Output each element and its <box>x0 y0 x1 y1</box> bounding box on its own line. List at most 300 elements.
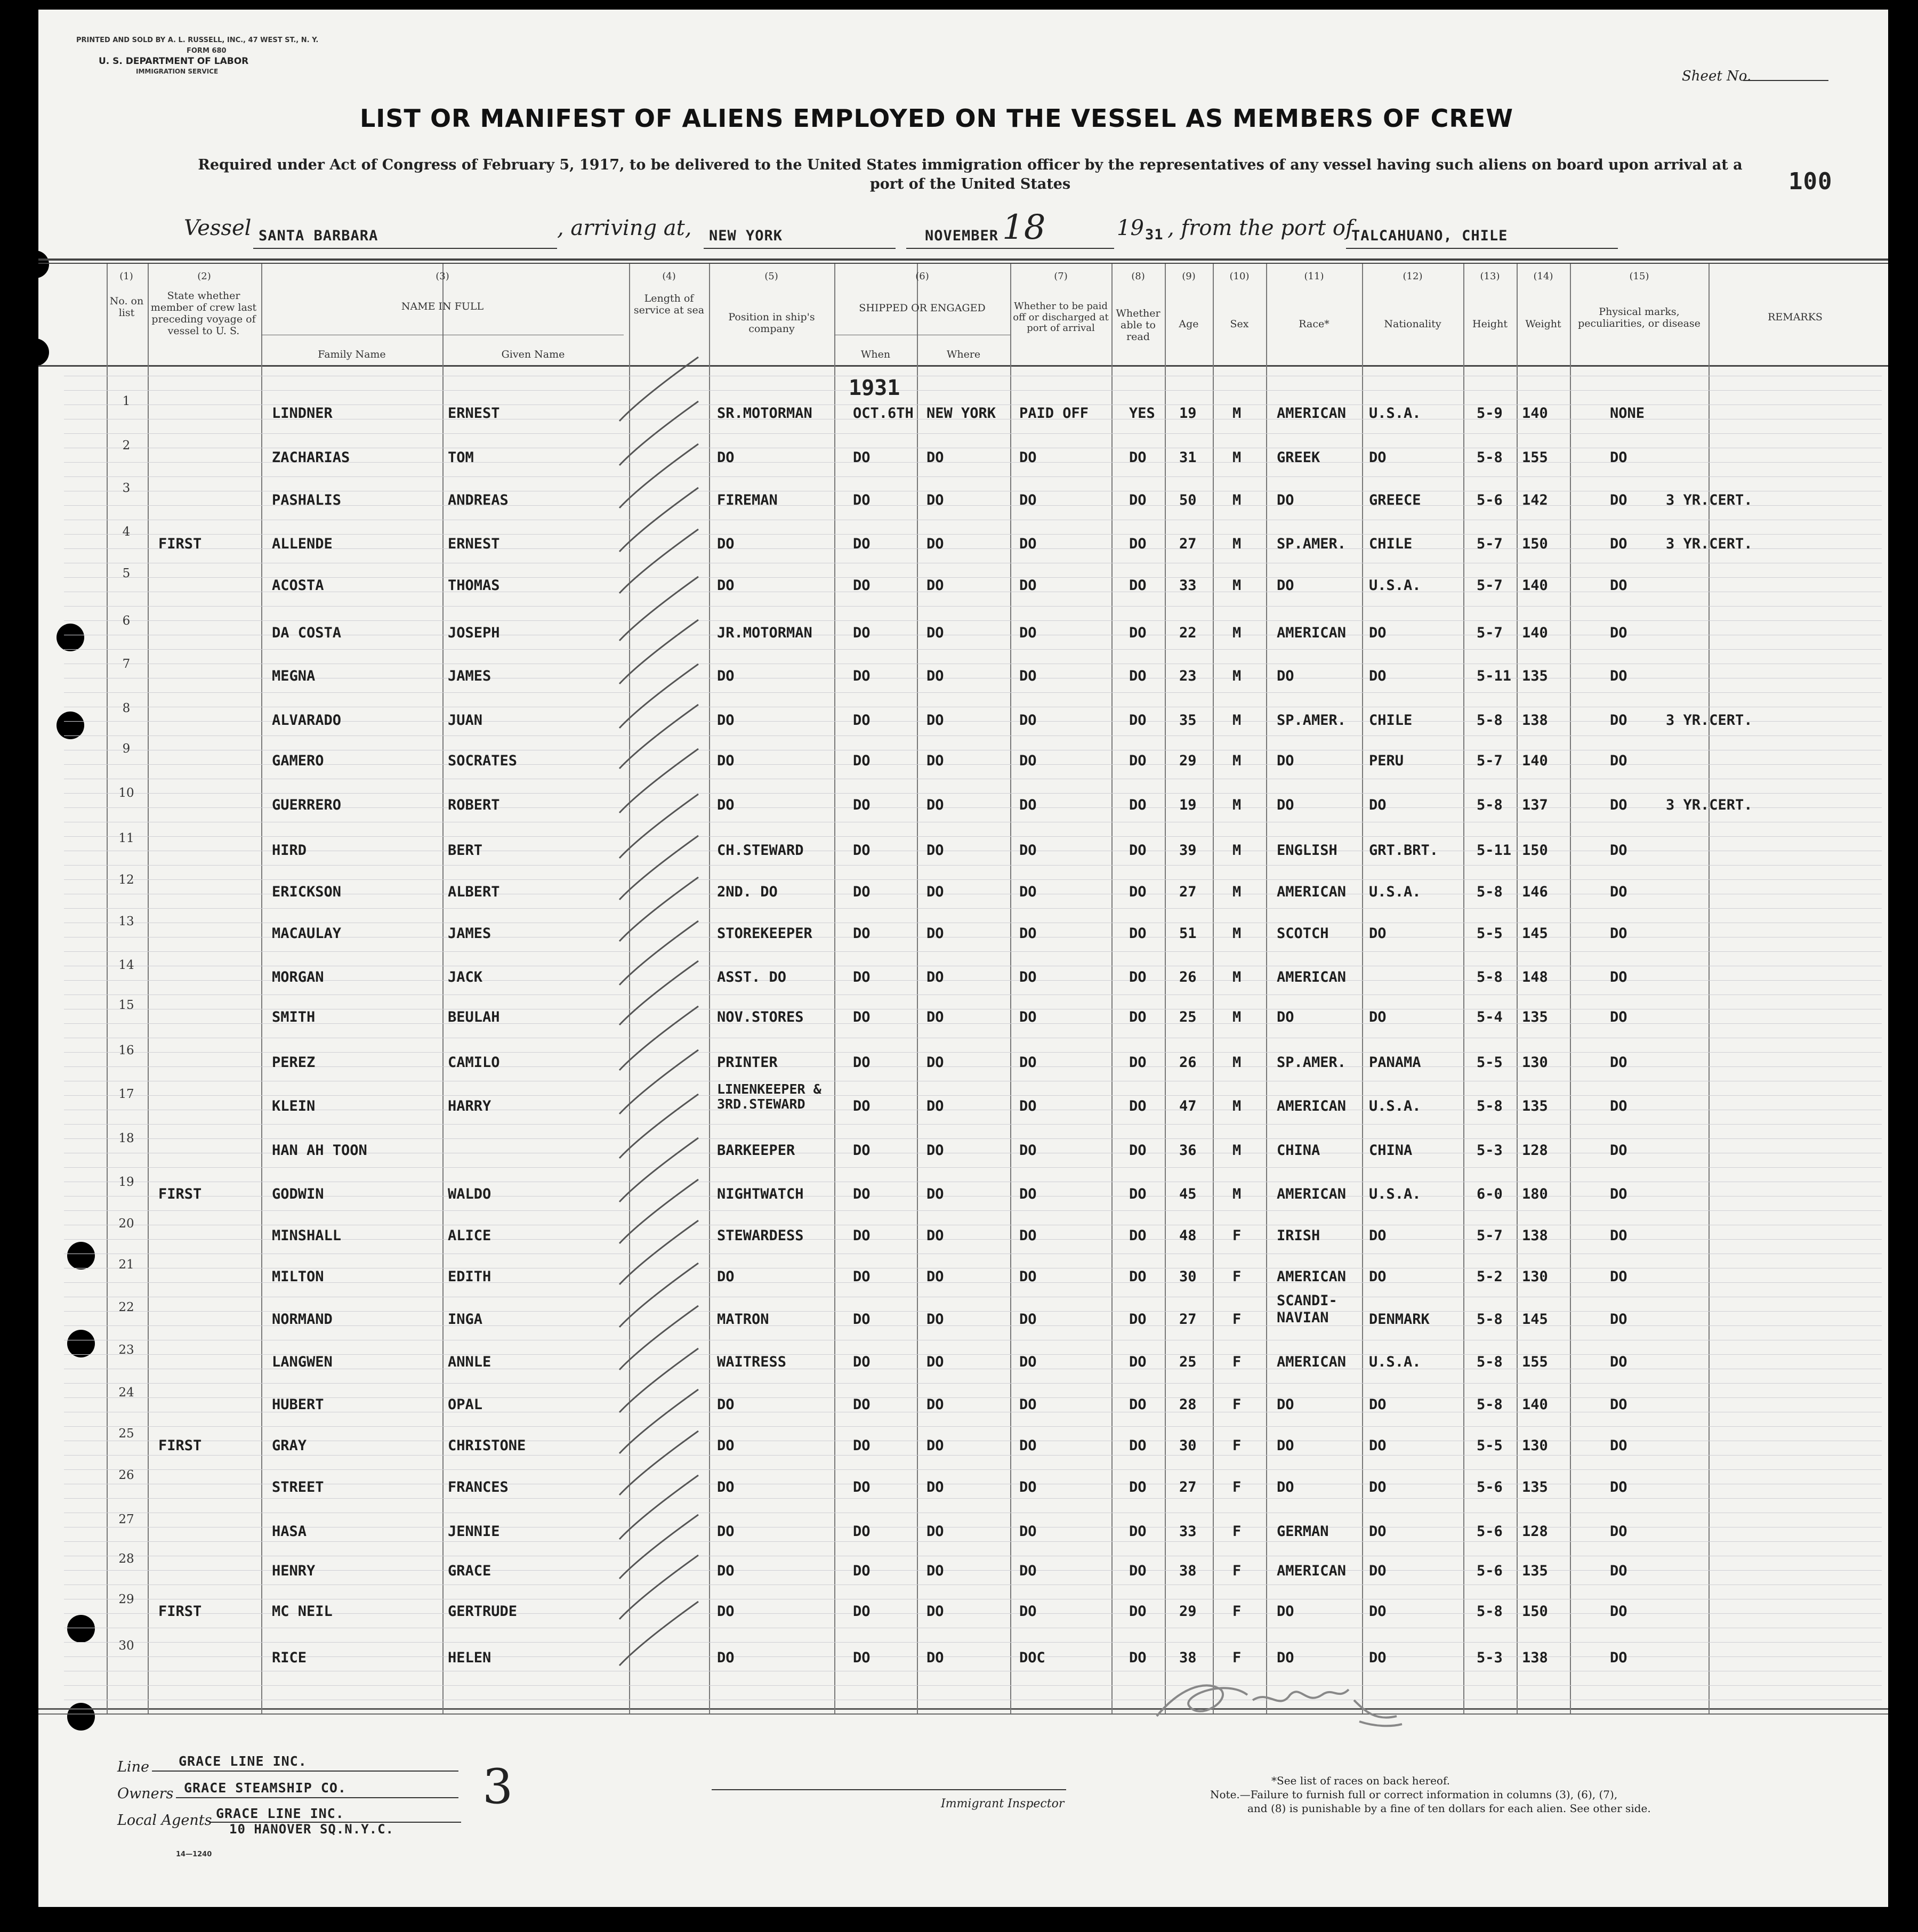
cell-weight: 155 <box>1522 449 1548 466</box>
cell-height: 5-8 <box>1477 797 1503 813</box>
col-read-header: Whether able to read <box>1116 308 1161 343</box>
cell-state: FIRST <box>158 1603 202 1620</box>
cell-race: CHINA <box>1277 1142 1320 1159</box>
cell-given: JACK <box>448 969 483 985</box>
cell-position: STOREKEEPER <box>717 925 812 942</box>
cell-race: DO <box>1277 1437 1294 1454</box>
row-number: 13 <box>118 915 134 928</box>
cell-position: ASST. DO <box>717 969 787 985</box>
cell-paid: DO <box>1019 1479 1037 1496</box>
cell-age: 35 <box>1179 712 1197 729</box>
ledger-ruling <box>64 577 1882 578</box>
cell-race: AMERICAN <box>1277 1268 1347 1285</box>
cell-when: DO <box>853 1563 871 1579</box>
cell-sex: F <box>1232 1227 1242 1244</box>
sheet-no-line <box>1743 80 1828 81</box>
cell-sex: M <box>1232 625 1242 641</box>
check-stroke <box>619 1220 698 1284</box>
col-age-header: Age <box>1179 318 1199 330</box>
cell-family: ALLENDE <box>272 536 333 552</box>
cell-read: DO <box>1129 1437 1147 1454</box>
cell-weight: 135 <box>1522 1479 1548 1496</box>
checkmark-strokes <box>613 341 741 1695</box>
row-number: 11 <box>118 831 134 845</box>
cell-age: 36 <box>1179 1142 1197 1159</box>
ledger-ruling <box>64 692 1882 693</box>
cell-nationality: U.S.A. <box>1369 1186 1421 1202</box>
cell-where: DO <box>926 536 944 552</box>
cell-read: DO <box>1129 1268 1147 1285</box>
cell-given: CAMILO <box>448 1054 500 1071</box>
cell-nationality: DO <box>1369 1563 1387 1579</box>
cell-race: DO <box>1277 1396 1294 1413</box>
cell-family: LANGWEN <box>272 1354 333 1370</box>
column-number: (15) <box>1629 271 1649 282</box>
ledger-ruling <box>64 1282 1882 1283</box>
department-label: U. S. DEPARTMENT OF LABOR <box>99 56 249 67</box>
column-number: (9) <box>1182 271 1196 282</box>
col-where-header: Where <box>946 349 981 360</box>
cell-paid: DO <box>1019 1098 1037 1114</box>
ledger-ruling <box>64 1469 1882 1470</box>
cell-marks: DO <box>1610 1054 1627 1071</box>
cell-read: DO <box>1129 1396 1147 1413</box>
cell-where: DO <box>926 1186 944 1202</box>
cell-sex: M <box>1232 536 1242 552</box>
col-length-header: Length of service at sea <box>633 293 705 316</box>
cell-race: IRISH <box>1277 1227 1320 1244</box>
ledger-ruling <box>64 1066 1882 1067</box>
cell-weight: 130 <box>1522 1054 1548 1071</box>
cell-where: DO <box>926 925 944 942</box>
ledger-ruling <box>64 1210 1882 1211</box>
cell-paid: DO <box>1019 1311 1037 1328</box>
row-number: 27 <box>118 1513 134 1526</box>
cell-height: 5-5 <box>1477 925 1503 942</box>
cell-race: AMERICAN <box>1277 1186 1347 1202</box>
column-divider <box>1111 264 1113 1713</box>
row-number: 15 <box>118 998 134 1012</box>
cell-position: DO <box>717 1396 735 1413</box>
cell-family: MC NEIL <box>272 1603 333 1620</box>
cell-sex: M <box>1232 842 1242 859</box>
cell-race: DO <box>1277 753 1294 769</box>
printer-line: PRINTED AND SOLD BY A. L. RUSSELL, INC., 47 WEST ST., N. Y. <box>76 36 319 44</box>
cell-weight: 140 <box>1522 625 1548 641</box>
cell-marks: DO <box>1610 1009 1627 1025</box>
arriving-port: NEW YORK <box>709 228 783 244</box>
cell-paid: DO <box>1019 536 1037 552</box>
cell-weight: 142 <box>1522 492 1548 508</box>
punch-hole <box>21 338 49 366</box>
cell-marks: DO <box>1610 1186 1627 1202</box>
inspector-label: Immigrant Inspector <box>941 1797 1065 1810</box>
cell-height: 5-8 <box>1477 969 1503 985</box>
cell-nationality: DO <box>1369 797 1387 813</box>
cell-age: 30 <box>1179 1268 1197 1285</box>
cell-race: DO <box>1277 668 1294 684</box>
owners-value: GRACE STEAMSHIP CO. <box>184 1780 346 1796</box>
cell-nationality: DO <box>1369 449 1387 466</box>
cell-family: GRAY <box>272 1437 307 1454</box>
cell-given: TOM <box>448 449 474 466</box>
column-divider <box>1463 264 1464 1713</box>
cell-family: HASA <box>272 1523 307 1540</box>
cell-read: DO <box>1129 925 1147 942</box>
cell-given: HELEN <box>448 1650 491 1666</box>
cell-remarks: 3 YR.CERT. <box>1666 797 1753 813</box>
ledger-ruling <box>64 1397 1882 1398</box>
col-height-header: Height <box>1472 318 1508 330</box>
cell-when: DO <box>853 1311 871 1328</box>
cell-read: DO <box>1129 577 1147 594</box>
cell-age: 26 <box>1179 969 1197 985</box>
cell-height: 5-11 <box>1477 668 1512 684</box>
cell-where: DO <box>926 797 944 813</box>
cell-age: 28 <box>1179 1396 1197 1413</box>
cell-family: LINDNER <box>272 405 333 422</box>
cell-age: 23 <box>1179 668 1197 684</box>
cell-family: SMITH <box>272 1009 316 1025</box>
cell-age: 19 <box>1179 405 1197 422</box>
subtitle-line-2: port of the United States <box>869 176 1071 193</box>
cell-height: 5-6 <box>1477 1479 1503 1496</box>
cell-given: ANDREAS <box>448 492 509 508</box>
cell-given: INGA <box>448 1311 483 1328</box>
cell-age: 51 <box>1179 925 1197 942</box>
cell-race: AMERICAN <box>1277 1354 1347 1370</box>
cell-when: DO <box>853 1186 871 1202</box>
ledger-ruling <box>64 951 1882 952</box>
cell-given: JOSEPH <box>448 625 500 641</box>
cell-paid: DO <box>1019 1186 1037 1202</box>
check-stroke <box>619 705 698 769</box>
cell-state: FIRST <box>158 1186 202 1202</box>
cell-age: 47 <box>1179 1098 1197 1114</box>
cell-where: DO <box>926 625 944 641</box>
cell-weight: 128 <box>1522 1142 1548 1159</box>
row-number: 14 <box>118 958 134 972</box>
cell-where: DO <box>926 1054 944 1071</box>
cell-marks: DO <box>1610 797 1627 813</box>
cell-given: JAMES <box>448 925 491 942</box>
cell-family: ACOSTA <box>272 577 324 594</box>
cell-read: DO <box>1129 753 1147 769</box>
cell-weight: 150 <box>1522 842 1548 859</box>
cell-nationality: DO <box>1369 668 1387 684</box>
from-label: , from the port of <box>1167 216 1353 240</box>
cell-nationality: U.S.A. <box>1369 1354 1421 1370</box>
cell-race: SP.AMER. <box>1277 712 1347 729</box>
cell-nationality: DO <box>1369 1009 1387 1025</box>
cell-family: DA COSTA <box>272 625 342 641</box>
ledger-ruling <box>64 1124 1882 1125</box>
cell-marks: DO <box>1610 1142 1627 1159</box>
cell-family: HIRD <box>272 842 307 859</box>
cell-given: WALDO <box>448 1186 491 1202</box>
cell-nationality: DO <box>1369 1437 1387 1454</box>
cell-height: 5-8 <box>1477 1311 1503 1328</box>
cell-weight: 137 <box>1522 797 1548 813</box>
punch-hole <box>57 624 84 651</box>
cell-position: MATRON <box>717 1311 769 1328</box>
cell-read: DO <box>1129 797 1147 813</box>
cell-height: 5-8 <box>1477 712 1503 729</box>
cell-given: HARRY <box>448 1098 491 1114</box>
cell-paid: DO <box>1019 577 1037 594</box>
cell-height: 5-7 <box>1477 625 1503 641</box>
cell-given: SOCRATES <box>448 753 518 769</box>
column-divider <box>1213 264 1214 1713</box>
cell-paid: DO <box>1019 1563 1037 1579</box>
cell-family: MINSHALL <box>272 1227 342 1244</box>
row-number: 6 <box>122 614 131 628</box>
cell-when: DO <box>853 1396 871 1413</box>
ledger-ruling <box>64 764 1882 765</box>
cell-when: DO <box>853 842 871 859</box>
cell-height: 5-2 <box>1477 1268 1503 1285</box>
column-divider <box>834 264 835 1713</box>
cell-age: 27 <box>1179 536 1197 552</box>
cell-sex: F <box>1232 1311 1242 1328</box>
ledger-ruling <box>64 476 1882 477</box>
cell-when: DO <box>853 1142 871 1159</box>
cell-position: DO <box>717 1479 735 1496</box>
cell-paid: DO <box>1019 1437 1037 1454</box>
cell-marks: DO <box>1610 1227 1627 1244</box>
header-bottom-rule <box>38 365 1888 367</box>
row-number: 1 <box>122 394 131 408</box>
cell-sex: M <box>1232 405 1242 422</box>
cell-age: 25 <box>1179 1009 1197 1025</box>
cell-family: HAN AH TOON <box>272 1142 367 1159</box>
cell-race: DO <box>1277 1009 1294 1025</box>
cell-age: 25 <box>1179 1354 1197 1370</box>
col-race-header: Race* <box>1299 318 1329 330</box>
cell-given: BEULAH <box>448 1009 500 1025</box>
cell-read: DO <box>1129 884 1147 900</box>
cell-marks: DO <box>1610 1479 1627 1496</box>
cell-where: DO <box>926 1354 944 1370</box>
check-stroke <box>619 1515 698 1579</box>
cell-position: DO <box>717 797 735 813</box>
column-number: (13) <box>1480 271 1500 282</box>
cell-height: 5-8 <box>1477 1098 1503 1114</box>
punch-hole <box>67 1330 95 1357</box>
cell-paid: DO <box>1019 625 1037 641</box>
cell-paid: DO <box>1019 668 1037 684</box>
column-divider <box>148 264 149 1713</box>
ledger-ruling <box>64 1656 1882 1657</box>
cell-marks: DO <box>1610 668 1627 684</box>
cell-where: DO <box>926 753 944 769</box>
ledger-ruling <box>64 1354 1882 1355</box>
cell-when: DO <box>853 625 871 641</box>
cell-marks: DO <box>1610 492 1627 508</box>
cell-marks: DO <box>1610 1098 1627 1114</box>
cell-where: DO <box>926 969 944 985</box>
cell-nationality: DO <box>1369 1479 1387 1496</box>
cell-weight: 150 <box>1522 1603 1548 1620</box>
cell-age: 48 <box>1179 1227 1197 1244</box>
cell-read: DO <box>1129 1227 1147 1244</box>
check-stroke <box>619 794 698 858</box>
cell-paid: DO <box>1019 1142 1037 1159</box>
cell-where: DO <box>926 1650 944 1666</box>
cell-given: ANNLE <box>448 1354 491 1370</box>
column-divider <box>1266 264 1267 1713</box>
cell-where: DO <box>926 1479 944 1496</box>
year-prefix: 19 <box>1117 216 1144 240</box>
col-no-header: No. on list <box>109 295 144 319</box>
cell-when: DO <box>853 536 871 552</box>
row-number: 25 <box>118 1427 134 1441</box>
cell-race: ENGLISH <box>1277 842 1337 859</box>
cell-position: JR.MOTORMAN <box>717 625 812 641</box>
column-number: (10) <box>1229 271 1250 282</box>
cell-when: DO <box>853 1054 871 1071</box>
row-number: 2 <box>122 439 131 452</box>
cell-position: DO <box>717 1563 735 1579</box>
cell-height: 5-7 <box>1477 577 1503 594</box>
cell-position: DO <box>717 1437 735 1454</box>
row-number: 8 <box>122 701 131 715</box>
row-number: 3 <box>122 481 131 495</box>
row-number: 30 <box>118 1639 134 1653</box>
cell-where: DO <box>926 1142 944 1159</box>
cell-where: DO <box>926 1523 944 1540</box>
cell-weight: 140 <box>1522 753 1548 769</box>
row-number: 9 <box>122 742 131 756</box>
cell-where: DO <box>926 449 944 466</box>
cell-race: AMERICAN <box>1277 1563 1347 1579</box>
cell-where: DO <box>926 1396 944 1413</box>
cell-read: DO <box>1129 842 1147 859</box>
cell-when: DO <box>853 1268 871 1285</box>
cell-nationality: U.S.A. <box>1369 884 1421 900</box>
cell-given: CHRISTONE <box>448 1437 526 1454</box>
ledger-ruling <box>64 865 1882 866</box>
cell-position: CH.STEWARD <box>717 842 804 859</box>
cell-paid: DOC <box>1019 1650 1045 1666</box>
check-stroke <box>619 877 698 941</box>
cell-sex: F <box>1232 1437 1242 1454</box>
cell-nationality: CHILE <box>1369 536 1413 552</box>
cell-age: 29 <box>1179 753 1197 769</box>
cell-race: AMERICAN <box>1277 884 1347 900</box>
cell-weight: 138 <box>1522 1227 1548 1244</box>
cell-when: DO <box>853 712 871 729</box>
cell-state: FIRST <box>158 536 202 552</box>
cell-family: ERICKSON <box>272 884 342 900</box>
cell-marks: DO <box>1610 1437 1627 1454</box>
ledger-ruling <box>64 1613 1882 1614</box>
cell-weight: 138 <box>1522 1650 1548 1666</box>
cell-read: DO <box>1129 1650 1147 1666</box>
cell-nationality: CHILE <box>1369 712 1413 729</box>
check-stroke <box>619 664 698 728</box>
cell-when: DO <box>853 668 871 684</box>
col-sex-header: Sex <box>1230 318 1249 330</box>
from-line <box>1346 248 1618 249</box>
line-label: Line <box>117 1759 149 1775</box>
col-family-header: Family Name <box>318 349 386 360</box>
cell-when: DO <box>853 449 871 466</box>
cell-weight: 135 <box>1522 1563 1548 1579</box>
cell-family: GAMERO <box>272 753 324 769</box>
cell-given: GERTRUDE <box>448 1603 518 1620</box>
cell-sex: F <box>1232 1268 1242 1285</box>
cell-height: 5-6 <box>1477 1523 1503 1540</box>
row-number: 23 <box>118 1343 134 1357</box>
cell-race: DO <box>1277 1603 1294 1620</box>
cell-remarks: 3 YR.CERT. <box>1666 492 1753 508</box>
cell-paid: DO <box>1019 753 1037 769</box>
cell-weight: 128 <box>1522 1523 1548 1540</box>
cell-where: DO <box>926 1227 944 1244</box>
cell-marks: DO <box>1610 1650 1627 1666</box>
cell-position: DO <box>717 536 735 552</box>
cell-sex: M <box>1232 577 1242 594</box>
cell-marks: DO <box>1610 449 1627 466</box>
cell-read: DO <box>1129 969 1147 985</box>
check-stroke <box>619 401 698 465</box>
ledger-ruling <box>64 836 1882 837</box>
cell-nationality: U.S.A. <box>1369 405 1421 422</box>
cell-read: DO <box>1129 1523 1147 1540</box>
cell-age: 38 <box>1179 1563 1197 1579</box>
cell-where: DO <box>926 1311 944 1328</box>
cell-sex: M <box>1232 925 1242 942</box>
ledger-ruling <box>64 1023 1882 1024</box>
cell-height: 5-5 <box>1477 1054 1503 1071</box>
cell-marks: DO <box>1610 1311 1627 1328</box>
ledger-ruling <box>64 1311 1882 1312</box>
cell-race: DO <box>1277 577 1294 594</box>
cell-state: FIRST <box>158 1437 202 1454</box>
ledger-ruling <box>64 649 1882 650</box>
row-number: 10 <box>118 786 134 800</box>
cell-position: STEWARDESS <box>717 1227 804 1244</box>
cell-position: PRINTER <box>717 1054 778 1071</box>
cell-nationality: DO <box>1369 1523 1387 1540</box>
cell-sex: M <box>1232 753 1242 769</box>
column-number: (11) <box>1304 271 1324 282</box>
col-marks-header: Physical marks, peculiarities, or disease <box>1578 306 1701 329</box>
cell-paid: DO <box>1019 1009 1037 1025</box>
form-number: FORM 680 <box>187 47 227 55</box>
cell-marks: DO <box>1610 577 1627 594</box>
cell-where: DO <box>926 712 944 729</box>
cell-given: THOMAS <box>448 577 500 594</box>
ledger-ruling <box>64 548 1882 549</box>
arrival-day: 18 <box>1002 208 1046 247</box>
cell-read: DO <box>1129 1563 1147 1579</box>
cell-paid: DO <box>1019 712 1037 729</box>
table-bottom-rule-2 <box>38 1713 1888 1715</box>
punch-hole <box>21 250 49 278</box>
column-number: (14) <box>1533 271 1553 282</box>
col-position-header: Position in ship's company <box>728 311 815 335</box>
cell-read: DO <box>1129 1142 1147 1159</box>
cell-read: DO <box>1129 625 1147 641</box>
cell-position: 2ND. DO <box>717 884 778 900</box>
cell-height: 5-3 <box>1477 1650 1503 1666</box>
row-number: 18 <box>118 1131 134 1145</box>
arriving-line <box>704 248 896 249</box>
cell-sex: M <box>1232 1054 1242 1071</box>
cell-weight: 180 <box>1522 1186 1548 1202</box>
